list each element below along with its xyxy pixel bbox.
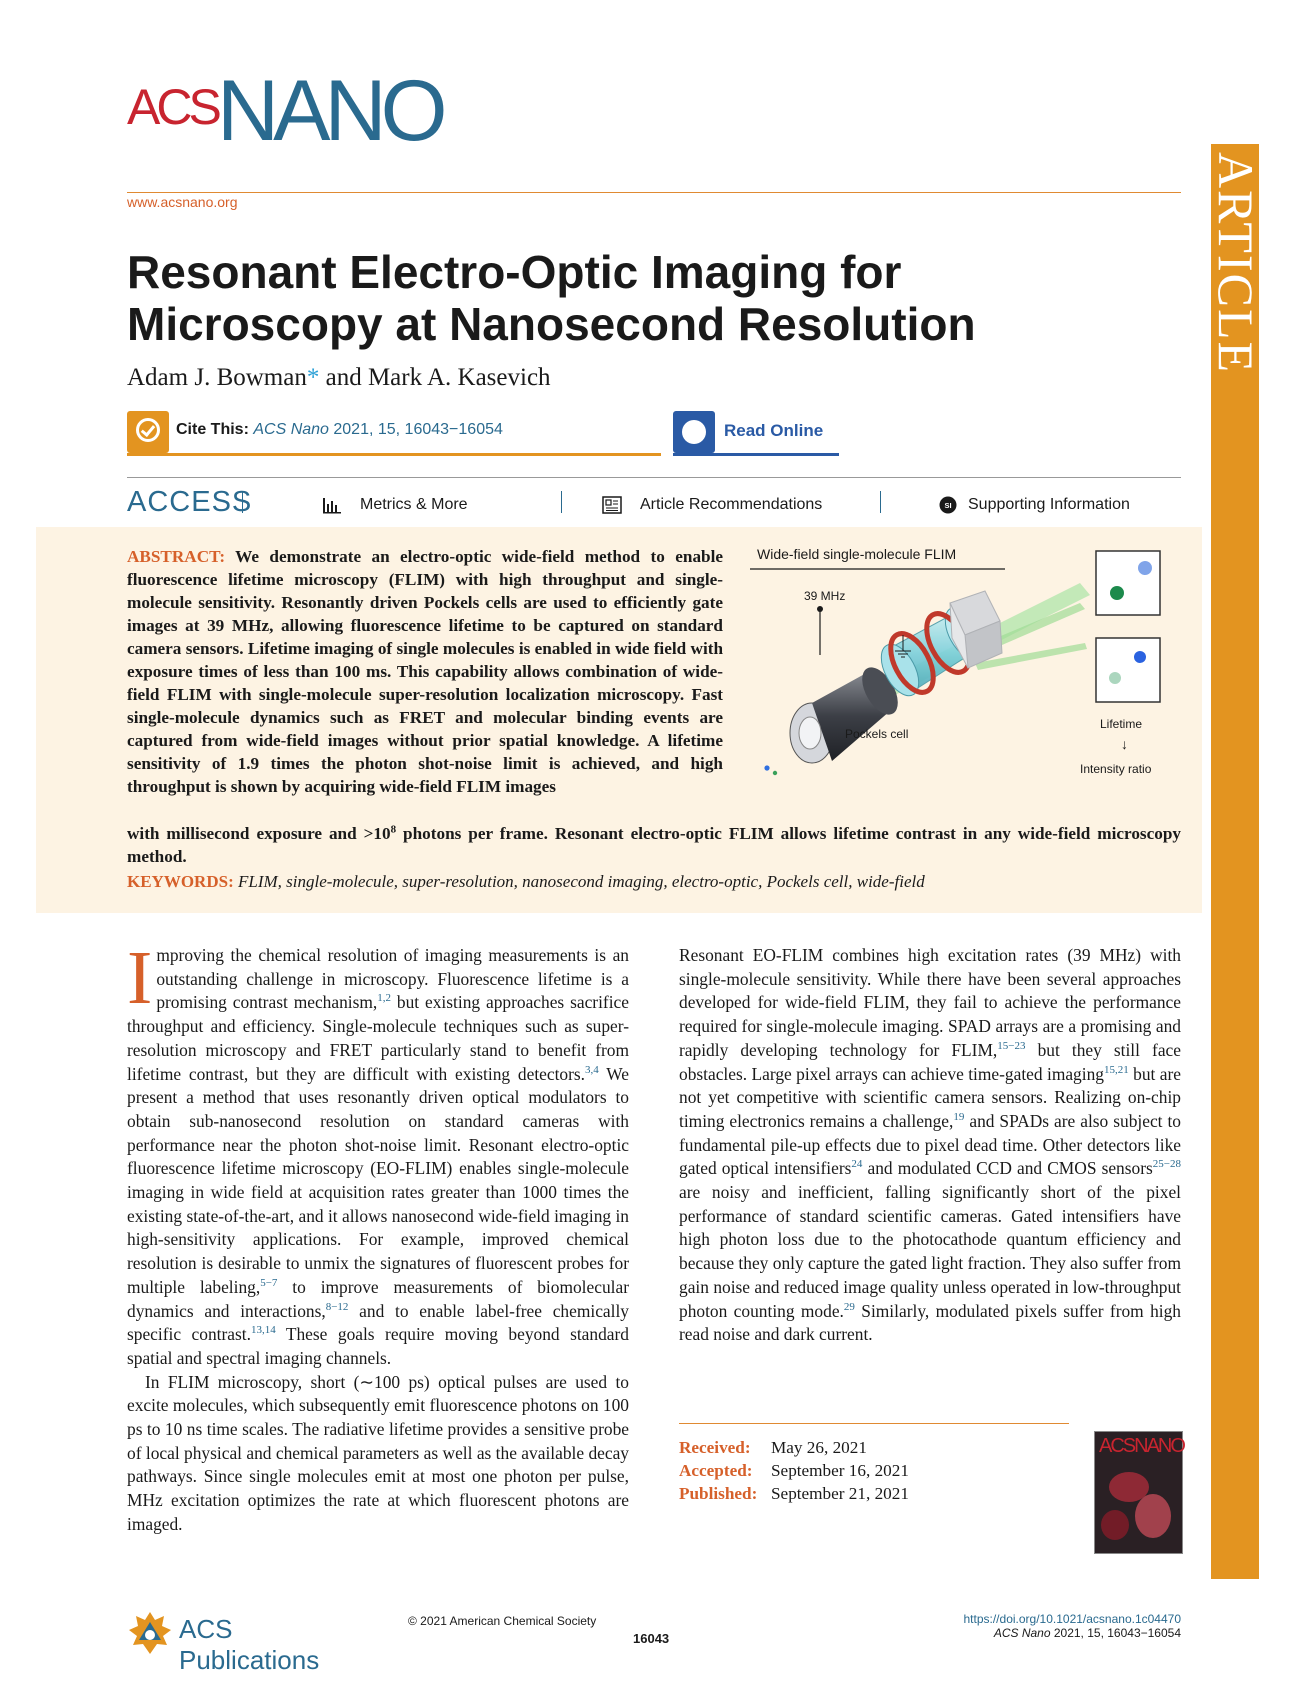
reference-link[interactable]: 5−7 [260,1277,278,1290]
keywords-text: FLIM, single-molecule, super-resolution, nanosecond imaging, electro-optic, Pockels cell, wide-field [237,872,925,891]
footer-journal: ACS Nano [993,1626,1051,1640]
spot-green [1109,672,1121,684]
abstract [127,545,723,798]
lifetime-label: Lifetime [1100,717,1143,731]
doi-block [868,1612,1181,1640]
arrow-down-icon: ↓ [1121,736,1128,752]
article-list-icon [602,496,622,514]
body-paragraph [127,936,629,1371]
abstract-tail-b: photons per frame. Resonant electro-optic FLIM allows lifetime contrast in any wide-field microscopy method. [127,824,1181,866]
molecule-dot [764,765,769,770]
access-title: ACCESS [127,486,253,518]
access-separator [242,491,243,513]
cover-art [1101,1510,1129,1540]
received-date: May 26, 2021 [771,1438,867,1457]
article-side-label [1208,144,1264,375]
logo-nano: NANO [217,63,442,159]
figure-title: Wide-field single-molecule FLIM [757,546,957,562]
text-span: are noisy and inefficient, falling significantly short of the pixel performance of standard scientific cameras. Gated intensifiers have high photon loss due to the photocathode quantum efficiency and because they only capture the gated light fraction. They also suffer from gain noise and reduced image quality unless operated in low-throughput photon counting mode. [679,1182,1181,1321]
reference-link[interactable]: 15,21 [1103,1063,1129,1076]
spot-blue [1138,561,1152,575]
publisher-name: ACS Publications [179,1614,320,1675]
side-label-text: ARTICLE [1208,151,1264,375]
text-span: These goals require moving beyond standard spatial and spectral imaging channels. [127,1324,629,1368]
text-span: and modulated CCD and CMOS sensors [862,1158,1153,1179]
authors [127,364,551,392]
cover-art [1135,1494,1171,1538]
spot-blue [1134,651,1146,663]
text-span: Resonant EO-FLIM combines high excitation rates (39 MHz) with single-molecule sensitivity. While there have been several approaches developed for wide-field FLIM, they fail to achieve the performance required for single-molecule imaging. SPAD arrays are a promising and rapidly developing technology for FLIM, [679,945,1181,1060]
text-span: mproving the chemical resolution of imaging measurements is an outstanding challenge in microscopy. Fluorescence lifetime is a promising contrast mechanism, [156,945,629,1013]
drive-terminal [817,606,823,612]
received-label: Received: [679,1438,751,1457]
reference-link[interactable]: 24 [851,1158,863,1171]
recommendations-link[interactable]: Article Recommendations [640,496,823,513]
bar-chart-icon [322,496,342,514]
frequency-label: 39 MHz [804,589,846,603]
supporting-info-icon [938,496,958,514]
reference-link[interactable]: 29 [843,1300,855,1313]
check-icon [127,411,169,453]
abstract-tail-a: with millisecond exposure and >10 [127,824,391,843]
detector-panel-lower [1096,638,1160,702]
footer-ref: 2021, 15, 16043−16054 [1050,1626,1181,1640]
keywords-label: KEYWORDS: [127,872,234,891]
published-date: September 21, 2021 [771,1484,909,1503]
reference-link[interactable]: 8−12 [325,1300,349,1313]
abstract-label: ABSTRACT: [127,547,226,566]
text-span: We present a method that uses resonantly driven optical modulators to obtain sub-nanosecond resolution on standard cameras with performance near the photon shot-noise limit. Resonant electro-optic fluorescence lifetime microscopy (EO-FLIM) enables single-molecule imaging in wide field at acquisition rates greater than 1000 times the existing state-of-the-art, and it allows nanosecond wide-field imaging in high-sensitivity applications. For example, improved chemical resolution is desirable to unmix the signatures of fluorescent probes for multiple labeling, [127,1063,629,1297]
dates-rule [679,1423,1069,1424]
text-span: but existing approaches sacrifice throughput and efficiency. Single-molecule techniques such as super-resolution microscopy and FRET particularly stand to benefit from lifetime contrast, but they are difficult with existing detectors. [127,992,629,1084]
reference-link[interactable]: 1,2 [377,992,391,1005]
journal-logo [127,63,487,159]
access-separator [561,491,562,513]
molecule-dot [773,771,777,775]
cite-label: Cite This: [176,421,249,438]
article-title: Resonant Electro-Optic Imaging for Microscopy at Nanosecond Resolution [127,246,976,350]
spot-green [1110,586,1124,600]
reference-link[interactable]: 13,14 [250,1324,276,1337]
body-paragraph: In FLIM microscopy, short (∼100 ps) optical pulses are used to excite molecules, which subsequently emit fluorescence photons on 100 ps to 10 ns time scales. The radiative lifetime provides a sensitive probe of local physical and chemical parameters as well as the available decay pathways. Since single molecules emit at most one photon per pulse, MHz excitation optimizes the rate at which fluorescent photons are imaged. [127,1371,629,1534]
logo-acs: ACS [127,79,218,135]
page-number: 16043 [633,1631,670,1646]
reference-link[interactable]: 3,4 [585,1063,599,1076]
reference-link[interactable]: 25−28 [1152,1158,1181,1171]
supporting-info-link[interactable]: Supporting Information [968,496,1130,513]
text-span: and SPADs are also subject to fundamental pile-up effects due to pixel dead time. Other detectors like gated optical intensifiers [679,1110,1181,1179]
access-rule [127,477,1181,478]
accepted-date: September 16, 2021 [771,1461,909,1480]
header-rule [127,192,1181,193]
reference-link[interactable]: 15−23 [997,1040,1026,1053]
toc-figure [740,543,1180,793]
access-separator [880,491,881,513]
acs-publications-logo[interactable] [127,1610,377,1675]
reference-link[interactable]: 19 [953,1111,965,1124]
text-span: and to enable label-free chemically specific contrast. [127,1300,629,1345]
copyright: © 2021 American Chemical Society [408,1614,597,1628]
si-badge: SI [944,501,952,510]
cover-title: ACSNANO [1099,1435,1184,1457]
publication-dates [679,1436,909,1505]
text-span: Similarly, modulated pixels suffer from high read noise and dark current. [679,1300,1181,1345]
corresponding-author-star[interactable]: * [306,364,320,391]
accepted-label: Accepted: [679,1461,753,1480]
text-span: but they still face obstacles. Large pixel arrays can achieve time-gated imaging [679,1039,1181,1084]
detector-panel-upper [1096,551,1160,615]
abstract-tail [127,822,1181,868]
body-column-left [127,936,629,1537]
pockels-label: Pockels cell [845,727,909,741]
abstract-text: We demonstrate an electro-optic wide-field method to enable fluorescence lifetime microscopy (FLIM) with high throughput and single-molecule sensitivity. Resonantly driven Pockels cells are used to efficiently gate images at 39 MHz, allowing fluorescence lifetime to be captured on standard camera sensors. Lifetime imaging of single molecules is enabled in wide field with exposure times of less than 100 ms. This capability allows combination of wide-field FLIM with single-molecule super-resolution localization microscopy. Fast single-molecule dynamics such as FRET and molecular binding events are captured from wide-field images without prior spatial knowledge. A lifetime sensitivity of 1.9 times the photon shot-noise limit is achieved, and high throughput is shown by acquiring wide-field FLIM images [127,547,723,796]
abstract-tail-sup: 8 [390,823,397,836]
doi-link[interactable]: https://doi.org/10.1021/acsnano.1c04470 [963,1612,1181,1626]
text-span: to improve measurements of biomolecular dynamics and interactions, [127,1276,629,1321]
author-first[interactable]: Adam J. Bowman [127,364,307,391]
body-column-right [679,944,1181,1347]
journal-cover-thumbnail[interactable] [1094,1431,1183,1554]
intensity-label: Intensity ratio [1080,762,1152,776]
read-online-button[interactable]: Read Online [724,421,824,440]
body-paragraph [679,944,1181,1347]
author-rest[interactable]: and Mark A. Kasevich [319,364,551,391]
journal-url[interactable]: www.acsnano.org [127,194,238,210]
globe-icon [673,411,715,453]
cite-ref: 2021, 15, 16043−16054 [328,421,503,438]
cite-this-text[interactable] [176,421,503,439]
drop-cap: I [127,936,153,1020]
keywords [127,872,1181,892]
published-label: Published: [679,1484,758,1503]
metrics-link[interactable]: Metrics & More [360,496,468,513]
acs-emblem-icon [127,1610,173,1656]
cite-journal: ACS Nano [253,421,329,438]
text-span: but are not yet competitive with scientific camera sensors. Realizing on-chip timing electronics remains a challenge, [679,1063,1181,1131]
